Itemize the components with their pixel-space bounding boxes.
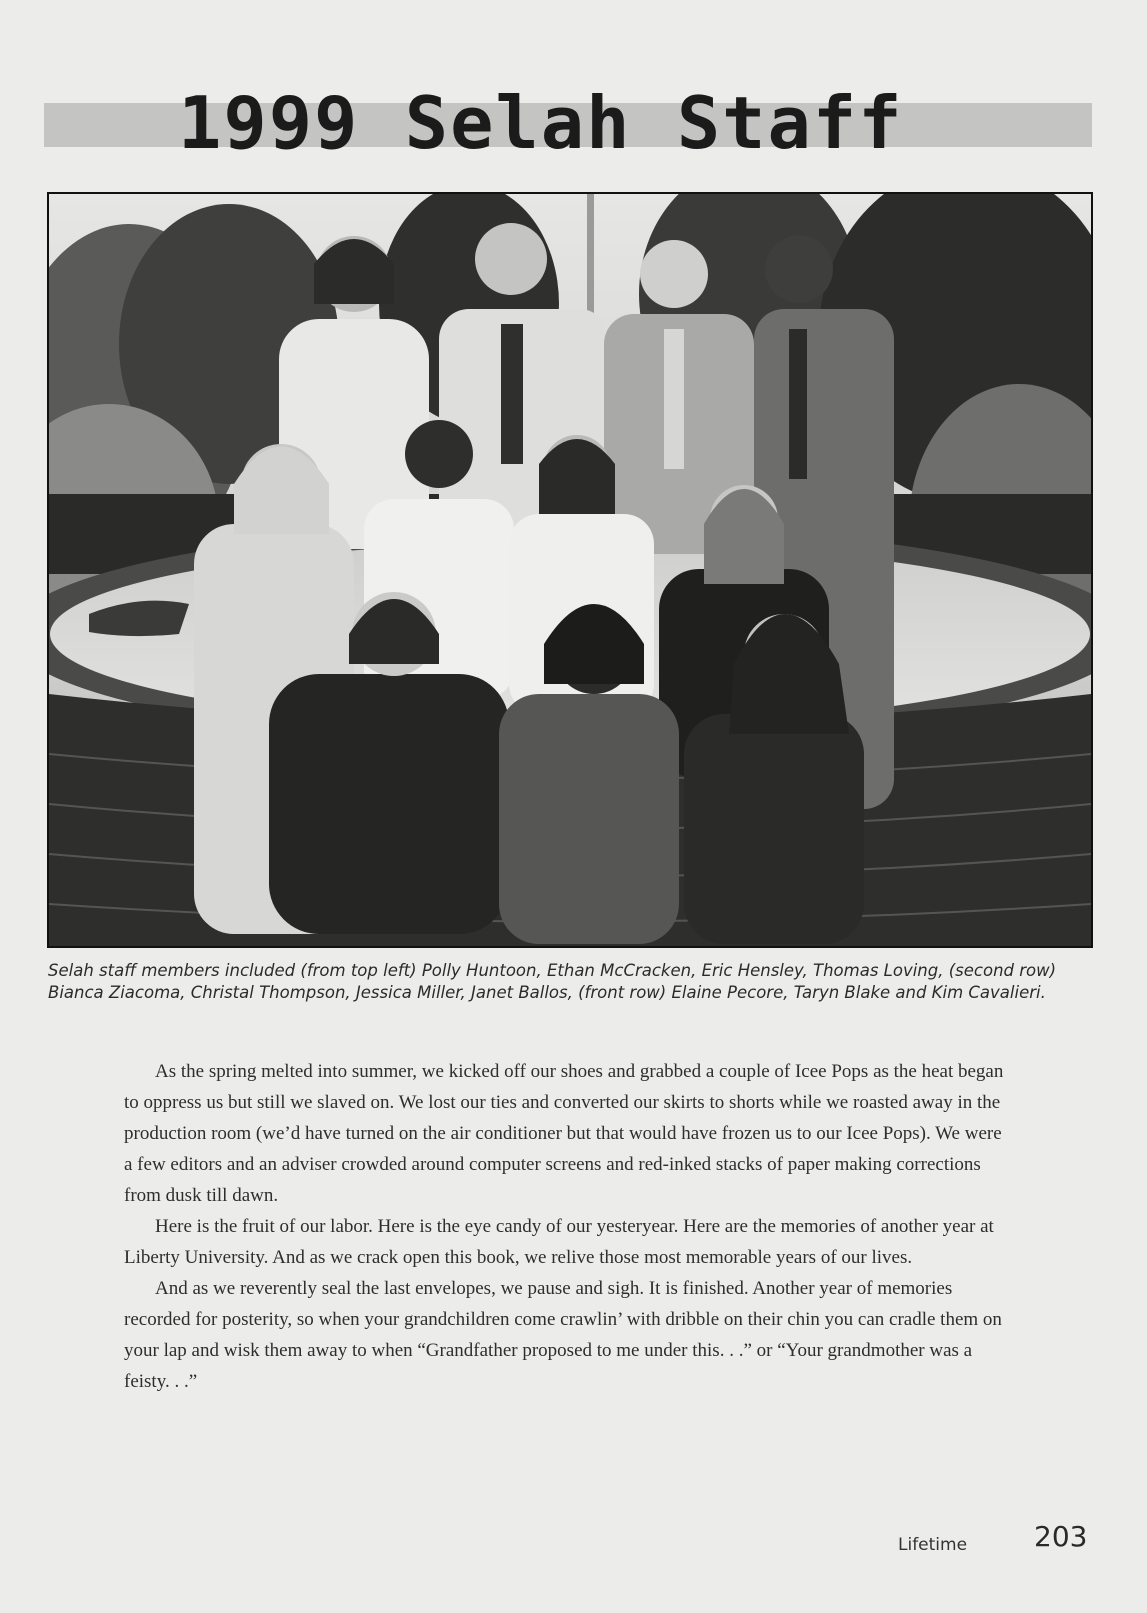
section-label: Lifetime	[898, 1535, 968, 1555]
article-body	[124, 1056, 1004, 1397]
staff-photo-illustration	[49, 194, 1091, 946]
front-row-people	[269, 592, 864, 944]
page-number: 203	[1034, 1520, 1088, 1553]
photo-caption: Selah staff members included (from top left) Polly Huntoon, Ethan McCracken, Eric Hensley, Thomas Loving, (second row) Bianca Ziacoma, Christal Thompson, Jessica Miller, Janet Ballos, (front row) Elaine Pecore, Taryn Blake and Kim Cavalieri.	[48, 961, 1057, 1002]
article-paragraph: Here is the fruit of our labor. Here is the eye candy of our yesteryear. Here are the memories of another year at Liberty University. And as we crack open this book, we relive those most memorable years of our lives.	[124, 1216, 994, 1268]
article-paragraph: And as we reverently seal the last envelopes, we pause and sigh. It is finished. Another year of memories recorded for posterity, so when your grandchildren come crawlin’ with dribble on their chin you can cradle them on your lap and wisk them away to when “Grandfather proposed to me under this. . .” or “Your grandmother was a feisty. . .”	[124, 1278, 1002, 1392]
staff-photo	[47, 192, 1093, 948]
article-paragraph: As the spring melted into summer, we kicked off our shoes and grabbed a couple of Icee Pops as the heat began to oppress us but still we slaved on. We lost our ties and converted our skirts to shorts while we roasted away in the production room (we’d have turned on the air conditioner but that would have frozen us to our Icee Pops). We were a few editors and an adviser crowded around computer screens and red-inked stacks of paper making corrections from dusk till dawn.	[124, 1061, 1004, 1206]
page-title: 1999 Selah Staff	[178, 81, 904, 165]
